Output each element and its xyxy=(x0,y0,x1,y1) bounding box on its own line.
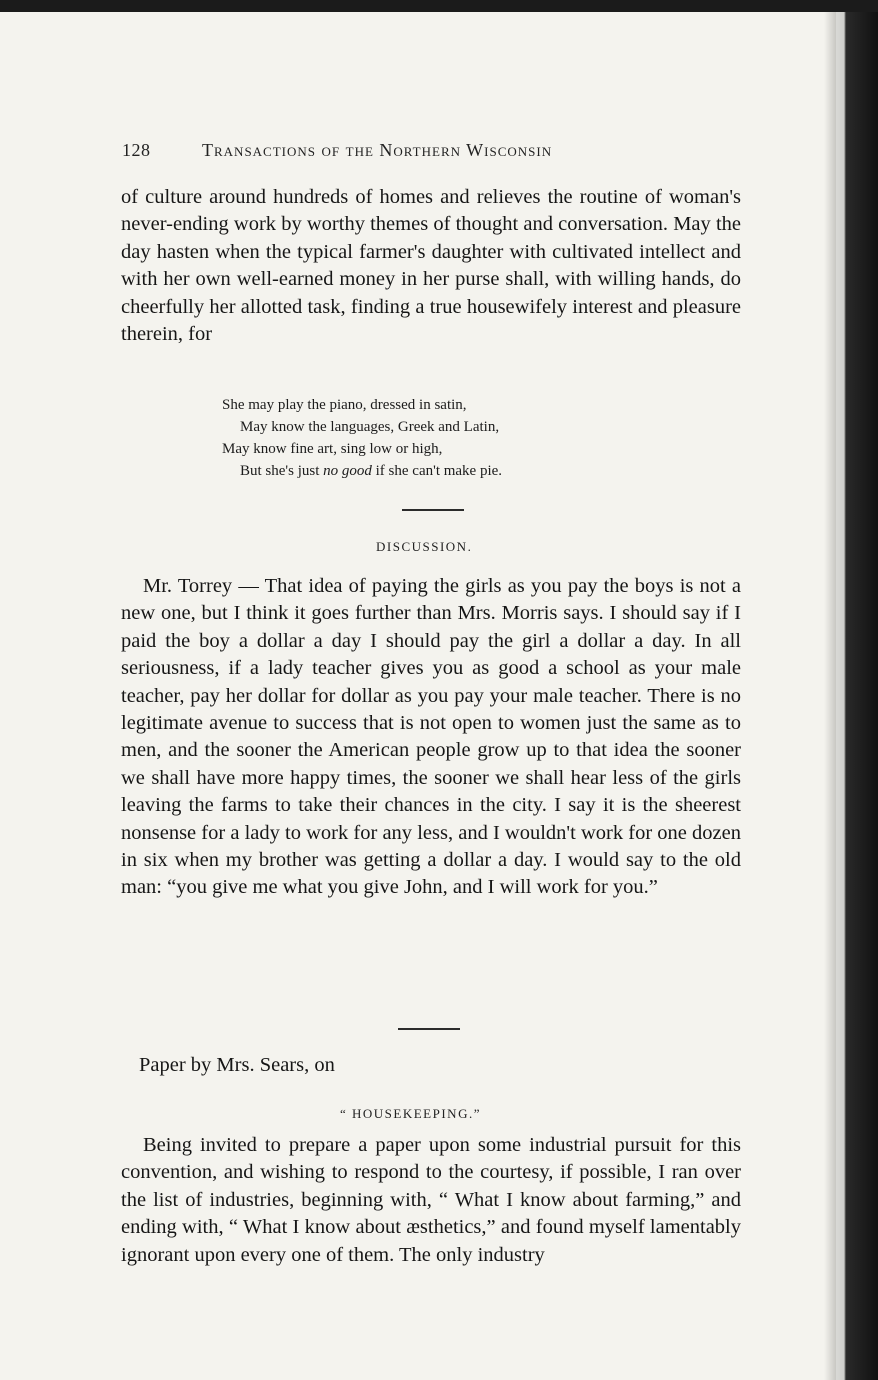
paper-text: Being invited to prepare a paper upon some industrial pursuit for this convention, and wishing to respond to the courtesy, if possible, I ran over the list of industries, beginning with, “ What I know about farming,” and ending with, “ What I know about æsthetics,” and found myself lamentably ignorant upon every one of them. The only industry xyxy=(121,1134,741,1266)
running-head: Transactions of the Northern Wisconsin xyxy=(202,140,553,160)
page-edge-shadow xyxy=(824,12,836,1380)
book-spine-shadow xyxy=(836,12,878,1380)
poem-line-1: She may play the piano, dressed in satin, xyxy=(222,397,467,413)
poem-line-4-start: But she's just xyxy=(240,463,324,479)
section-divider-2 xyxy=(398,1028,460,1030)
poem-verse xyxy=(222,394,502,482)
paper-paragraph xyxy=(121,1132,741,1269)
poem-line-4 xyxy=(222,460,502,482)
poem-line-3: May know fine art, sing low or high, xyxy=(222,441,443,457)
book-page xyxy=(0,12,836,1380)
page-number: 128 xyxy=(122,140,151,160)
poem-line-2: May know the languages, Greek and Latin, xyxy=(240,419,500,435)
discussion-text: Mr. Torrey — That idea of paying the girls as you pay the boys is not a new one, but I think it goes further than Mrs. Morris says. I should say if I paid the boy a dollar a day I should pay the girl a dollar a day. In all seriousness, if a lady teacher gives you as good a school as your male teacher, pay her dollar for dollar as you pay your male teacher. There is no legitimate avenue to success that is not open to women just the same as to men, and the sooner the American people grow up to that idea the sooner we shall have more happy times, the sooner we shall hear less of the girls leaving the farms to take their chances in the city. I say it is the sheerest nonsense for a lady to work for any less, and I wouldn't work for one dozen in six when my brother was getting a dollar a day. I would say to the old man: “you give me what you give John, and I will work for you.” xyxy=(121,575,741,899)
paper-intro: Paper by Mrs. Sears, on xyxy=(139,1054,335,1076)
section-divider xyxy=(402,509,464,511)
paragraph-continuation: of culture around hundreds of homes and relieves the routine of woman's never-ending work by worthy themes of thought and conversation. May the day hasten when the typical farmer's daughter with cultivated intellect and with her own well-earned money in her purse shall, with willing hands, do cheerfully her allotted task, finding a true housewifely interest and pleasure therein, for xyxy=(121,186,741,346)
poem-emphasis: no good xyxy=(323,463,372,479)
discussion-heading: DISCUSSION. xyxy=(376,539,473,554)
poem-line-4-end: if she can't make pie. xyxy=(371,463,503,479)
paper-title: “ HOUSEKEEPING.” xyxy=(340,1106,481,1121)
discussion-paragraph xyxy=(121,573,741,902)
